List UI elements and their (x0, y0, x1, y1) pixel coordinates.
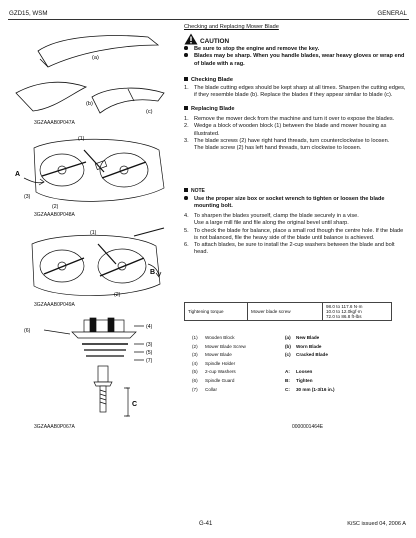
fig4-label-7: (7) (146, 358, 153, 364)
figure-blade-types (8, 23, 168, 119)
bullet-icon (184, 46, 188, 50)
torque-values: 98.0 to 117.6 N·m 10.0 to 12.0kgf·m 72.0 to 86.8 ft-lbs (323, 303, 392, 321)
replace-blade-steps (184, 116, 406, 152)
note-list (184, 196, 406, 211)
fig2-label-1: (1) (78, 136, 85, 142)
fig1-label-a: (a) (92, 55, 99, 61)
fig1-label-c: (c) (146, 109, 153, 115)
figure-spindle-exploded (24, 316, 164, 420)
square-bullet-icon (184, 188, 188, 192)
square-bullet-icon (184, 77, 188, 81)
list-item: 2. Wedge a block of wooden block (1) between the blade and mower housing as illustrated. (184, 123, 387, 137)
fig2-label-2: (2) (52, 204, 59, 210)
more-steps (184, 213, 406, 257)
doc-id: 0000001464E (292, 424, 324, 430)
fig4-label-6: (6) (24, 328, 31, 334)
list-item: 3. The blade screws (2) have right hand threads, turn counterclockwise to loosen. (184, 137, 390, 144)
caution-title: CAUTION (200, 38, 230, 45)
page-number: G-41 (199, 521, 213, 527)
list-item: Use a large mill file and file along the original bevel until sharp. (194, 220, 349, 227)
header-model: GZD15, WSM (9, 10, 48, 17)
list-item: 1. The blade cutting edges should be kept sharp at all times. Sharpen the cutting edges, if they resemble blade (b). Replace the blades if they appear similar to blade (c). (184, 85, 406, 99)
list-item: 5. To check the blade for balance, place a small rod though the centre hole. If the blade is not balanced, file the heavy side of the blade until balance is achieved. (184, 227, 404, 241)
fig3-label-B: B (150, 269, 156, 276)
header-section: GENERAL (377, 10, 407, 17)
fig4-label-5: (5) (146, 350, 153, 356)
figure-2-caption: 3GZAAAB0P048A (34, 212, 75, 218)
figure-1-caption: 3GZAAAB0P047A (34, 120, 75, 126)
list-item: 6. To attach blades, be sure to install the 2-cup washers between the blade and bolt head. (184, 242, 395, 256)
issue-note: KiSC issued 04, 2006 A (347, 521, 406, 527)
fig3-label-1: (1) (90, 230, 97, 236)
bullet-icon (184, 196, 188, 200)
fig4-label-4: (4) (146, 324, 153, 330)
list-item: 1. Remove the mower deck from the machine and turn it over to expose the blades. (184, 116, 395, 122)
figure-wooden-block (14, 132, 170, 210)
torque-label: Tightening torque (185, 303, 248, 321)
fig4-label-C: C (132, 401, 138, 408)
fig3-label-2: (2) (114, 292, 121, 298)
bullet-icon (184, 53, 188, 57)
figure-4-caption: 3GZAAAB0P067A (34, 424, 75, 430)
note-heading: NOTE (184, 188, 205, 195)
fig4-label-3: (3) (146, 342, 153, 348)
check-blade-heading: Checking Blade (184, 77, 233, 84)
section-title: Checking and Replacing Mower Blade (184, 24, 279, 30)
note-bullet: Use the proper size box or socket wrench to tighten or loosen the blade mounting bolt. (184, 196, 406, 211)
torque-item: Mower blade screw (248, 303, 323, 321)
torque-table (184, 302, 392, 321)
square-bullet-icon (184, 106, 188, 110)
fig2-label-A: A (15, 171, 21, 178)
list-item: 4. To sharpen the blades yourself, clamp the blade securely in a vise. (184, 213, 359, 219)
check-blade-steps (184, 85, 406, 100)
figure-3-caption: 3GZAAAB0P049A (34, 302, 75, 308)
parts-legend: (1) Wooden Block (a) New Blade (2) Mower Blade Screw (b) Worn Blade (3) Mower Blade (c) Cracked Blade (4) Spindle Holder (5) 2-cup Washers A: Loosen (6) Spindle Guard B: Tighten (7) Collar C: 30 mm (1-3/16 in.) (192, 335, 335, 392)
caution-bullet: Be sure to stop the engine and remove the key. (184, 46, 406, 53)
fig2-label-3: (3) (24, 194, 31, 200)
fig1-label-b: (b) (86, 101, 93, 107)
replace-blade-heading: Replacing Blade (184, 106, 235, 113)
caution-list (184, 46, 406, 68)
caution-bullet: Blades may be sharp. When you handle blades, wear heavy gloves or wrap end of blade with a rag. (184, 53, 406, 68)
list-item: The blade screw (2) has left hand threads, turn clockwise to loosen. (194, 145, 362, 152)
figure-tighten-blade (14, 224, 170, 304)
header-rule (8, 19, 409, 20)
